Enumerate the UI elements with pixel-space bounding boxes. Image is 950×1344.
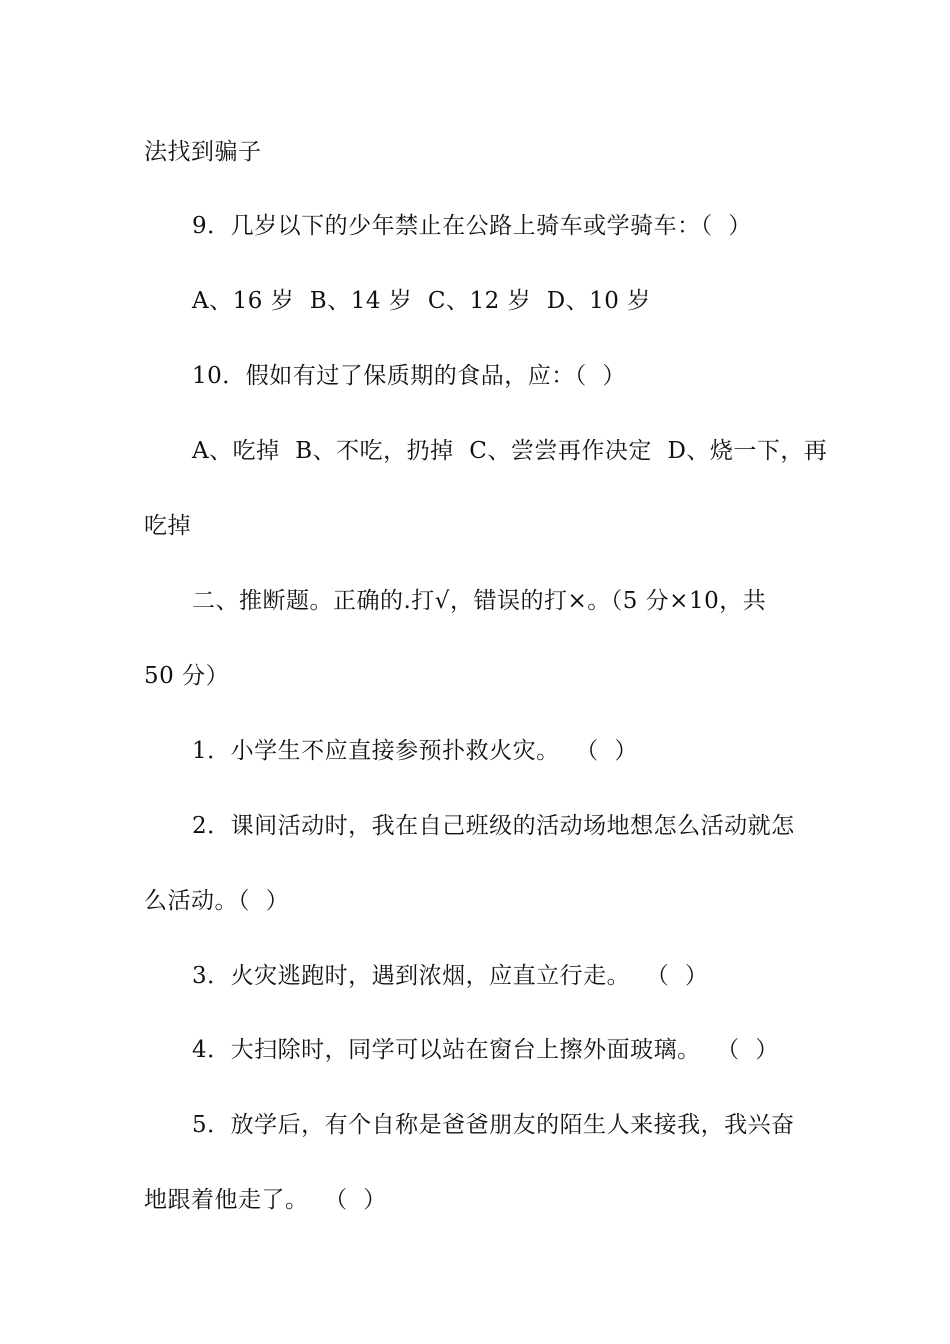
judgement-item-1: 1．小学生不应直接参预扑救火灾。 （ ） — [192, 738, 638, 764]
judgement-item-4: 4．大扫除时，同学可以站在窗台上擦外面玻璃。 （ ） — [192, 1037, 779, 1063]
judgement-item-3: 3．火灾逃跑时，遇到浓烟，应直立行走。 （ ） — [192, 963, 709, 989]
judgement-item-2-continued: 么活动。（ ） — [144, 888, 290, 914]
section-heading-judgement: 二、推断题。正确的.打√，错误的打×。（5 分×10，共 — [192, 588, 767, 614]
question-10-options-continued: 吃掉 — [144, 513, 191, 539]
judgement-item-5-continued: 地跟着他走了。 （ ） — [144, 1187, 387, 1213]
question-9: 9．几岁以下的少年禁止在公路上骑车或学骑车：（ ） — [192, 213, 752, 239]
judgement-item-5: 5．放学后，有个自称是爸爸朋友的陌生人来接我，我兴奋 — [192, 1112, 795, 1138]
question-10-options: A、吃掉 B、不吃，扔掉 C、尝尝再作决定 D、烧一下，再 — [192, 438, 828, 464]
section-heading-judgement-continued: 50 分） — [144, 663, 230, 689]
question-9-options: A、16 岁 B、14 岁 C、12 岁 D、10 岁 — [192, 288, 651, 314]
text-line-continuation-q8: 法找到骗子 — [144, 139, 262, 165]
question-10: 10．假如有过了保质期的食品，应：（ ） — [192, 363, 626, 389]
judgement-item-2: 2．课间活动时，我在自己班级的活动场地想怎么活动就怎 — [192, 813, 795, 839]
